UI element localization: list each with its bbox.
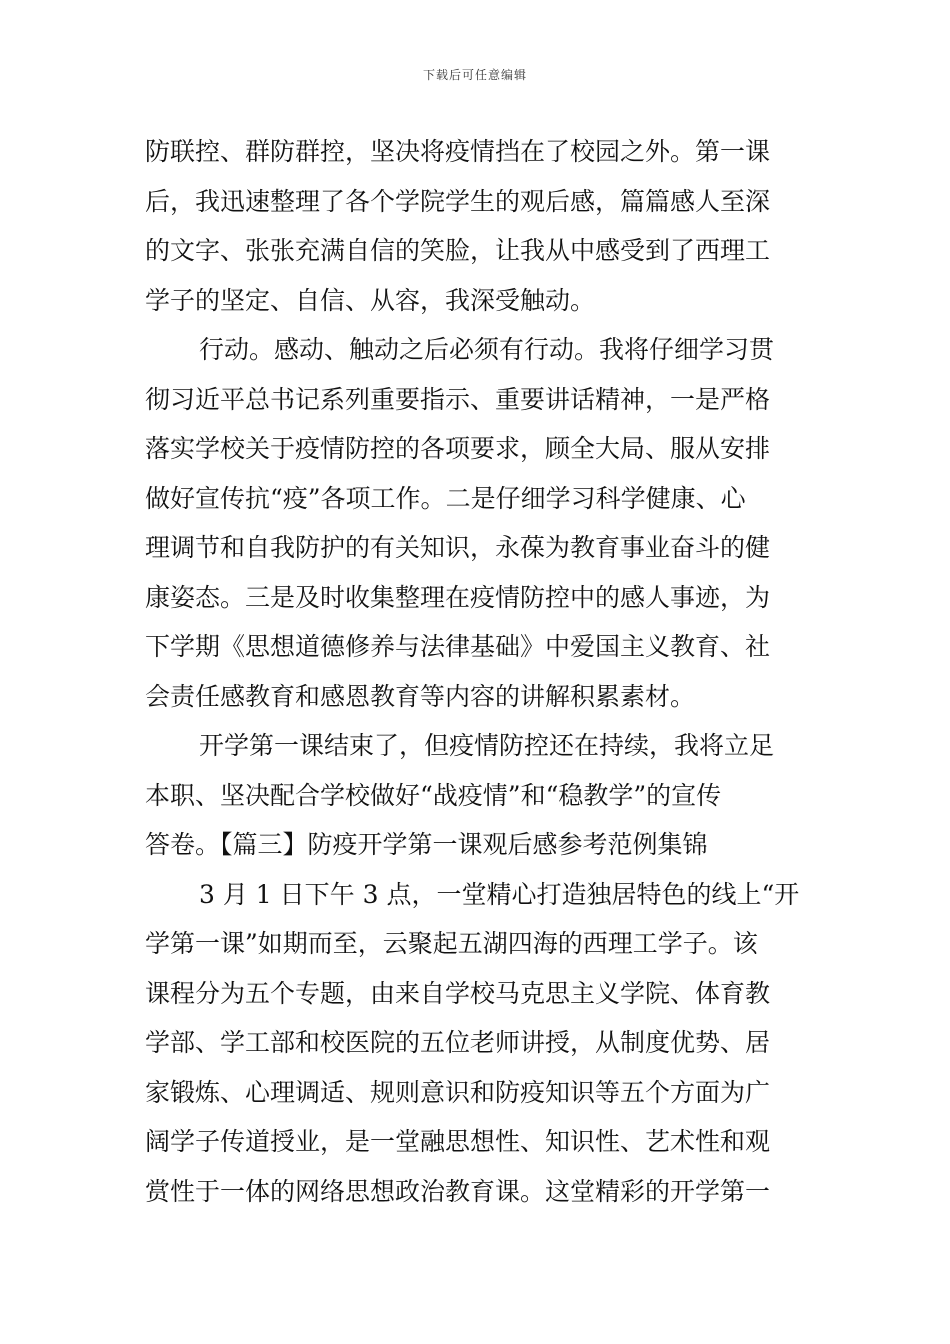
document-body xyxy=(145,127,810,1216)
text-line-15: 答卷。【篇三】防疫开学第一课观后感参考范例集锦 xyxy=(145,830,708,859)
text-line-10: 康姿态。三是及时收集整理在疫情防控中的感人事迹，为 xyxy=(145,582,771,612)
text-line-5: 行动。感动、触动之后必须有行动。我将仔细学习贯 xyxy=(199,335,775,364)
text-line-19: 学部、学工部和校医院的五位老师讲授，从制度优势、居 xyxy=(145,1028,771,1057)
text-line-11: 下学期《思想道德修养与法律基础》中爱国主义教育、社 xyxy=(145,632,771,661)
text-line-3: 的文字、张张充满自信的笑脸，让我从中感受到了西理工 xyxy=(145,236,771,265)
text-line-8: 做好宣传抗“疫”各项工作。二是仔细学习科学健康、心 xyxy=(145,483,746,513)
text-line-6: 彻习近平总书记系列重要指示、重要讲话精神，一是严格 xyxy=(145,384,771,414)
text-line-21: 阔学子传道授业，是一堂融思想性、知识性、艺术性和观 xyxy=(145,1127,771,1156)
text-line-4: 学子的坚定、自信、从容，我深受触动。 xyxy=(145,285,596,315)
text-line-12: 会责任感教育和感恩教育等内容的讲解积累素材。 xyxy=(145,681,696,711)
text-line-20: 家锻炼、心理调适、规则意识和防疫知识等五个方面为广 xyxy=(145,1077,771,1107)
text-line-2: 后，我迅速整理了各个学院学生的观后感，篇篇感人至深 xyxy=(145,186,771,216)
text-line-22: 赏性于一体的网络思想政治教育课。这堂精彩的开学第一 xyxy=(145,1176,771,1206)
text-line-14: 本职、坚决配合学校做好“战疫情”和“稳教学”的宣传 xyxy=(145,780,722,810)
text-line-7: 落实学校关于疫情防控的各项要求，顾全大局、服从安排 xyxy=(145,434,771,463)
text-line-18: 课程分为五个专题，由来自学校马克思主义学院、体育教 xyxy=(145,978,771,1008)
page-header-note: 下载后可任意编辑 xyxy=(422,68,527,82)
text-line-17: 学第一课”如期而至，云聚起五湖四海的西理工学子。该 xyxy=(145,929,758,958)
text-line-1: 防联控、群防群控，坚决将疫情挡在了校园之外。第一课 xyxy=(145,137,771,166)
text-line-9: 理调节和自我防护的有关知识，永葆为教育事业奋斗的健 xyxy=(145,533,771,562)
text-line-16: 3 月 1 日下午 3 点，一堂精心打造独居特色的线上“开 xyxy=(199,879,800,909)
text-line-13: 开学第一课结束了，但疫情防控还在持续，我将立足 xyxy=(199,731,775,760)
